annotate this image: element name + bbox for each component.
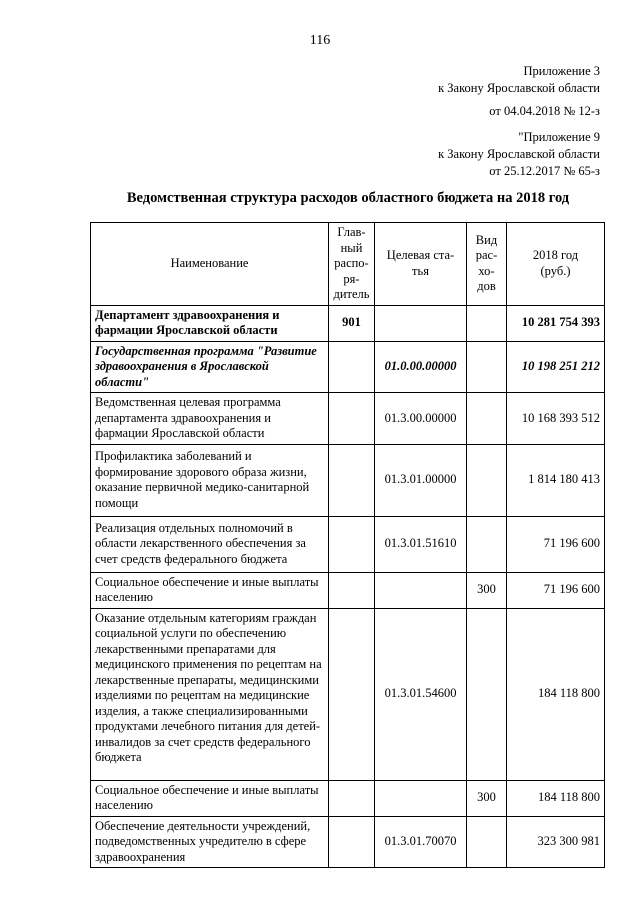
row-amount: 184 118 800 [507,780,605,816]
table-row [91,780,605,816]
row-target-article: 01.3.01.70070 [375,816,467,868]
row-target-article [375,305,467,341]
row-target-article [375,780,467,816]
table-row [91,608,605,780]
row-target-article: 01.0.00.00000 [375,341,467,393]
row-amount: 323 300 981 [507,816,605,868]
row-chief-manager [329,572,375,608]
row-target-article: 01.3.01.51610 [375,516,467,572]
budget-table [90,222,605,868]
row-amount: 10 281 754 393 [507,305,605,341]
row-chief-manager [329,341,375,393]
row-chief-manager [329,393,375,445]
header-name: Наименование [91,223,329,306]
appendix-original-line3: от 25.12.2017 № 65-з [489,164,600,178]
table-row [91,341,605,393]
header-chief-manager: Глав- ный распо- ря- дитель [329,223,375,306]
row-expense-type [467,341,507,393]
row-target-article: 01.3.01.00000 [375,444,467,516]
row-expense-type: 300 [467,780,507,816]
row-name: Ведомственная целевая программа департамента здравоохранения и фармации Ярославской области [91,393,329,445]
table-row [91,393,605,445]
header-target-article: Целевая ста- тья [375,223,467,306]
row-name: Обеспечение деятельности учреждений, подведомственных учредителю в сфере здравоохранения [91,816,329,868]
row-amount: 184 118 800 [507,608,605,780]
row-name: Профилактика заболеваний и формирование здорового образа жизни, оказание первичной медико-санитарной помощи [91,444,329,516]
row-chief-manager [329,444,375,516]
row-name: Социальное обеспечение и иные выплаты населению [91,572,329,608]
row-chief-manager [329,516,375,572]
row-expense-type [467,444,507,516]
row-target-article: 01.3.01.54600 [375,608,467,780]
row-expense-type [467,393,507,445]
page-number: 116 [309,33,331,48]
table-row [91,444,605,516]
appendix-current-line3: от 04.04.2018 № 12-з [489,104,600,118]
table-row [91,816,605,868]
row-name: Департамент здравоохранения и фармации Ярославской области [91,305,329,341]
header-expense-type: Вид рас- хо- дов [467,223,507,306]
row-target-article [375,572,467,608]
appendix-current-line2: к Закону Ярославской области [438,81,600,95]
row-expense-type: 300 [467,572,507,608]
row-chief-manager [329,608,375,780]
appendix-current-line1: Приложение 3 [523,64,600,78]
document-title: Ведомственная структура расходов областного бюджета на 2018 год [126,190,570,206]
row-chief-manager [329,816,375,868]
row-amount: 71 196 600 [507,572,605,608]
row-name: Оказание отдельным категориям граждан социальной услуги по обеспечению лекарственными препаратами для медицинского применения по рецептам на лекарственные препараты, медицинскими изделиями по рецептам на медицинские изделия, а также специализированными продуктами лечебного питания для детей-инвалидов за счет средств федерального бюджета [91,608,329,780]
table-header-row [91,223,605,306]
row-chief-manager: 901 [329,305,375,341]
header-amount-2018: 2018 год (руб.) [507,223,605,306]
appendix-original-line2: к Закону Ярославской области [438,147,600,161]
table-row [91,572,605,608]
row-expense-type [467,816,507,868]
row-expense-type [467,608,507,780]
row-name: Реализация отдельных полномочий в области лекарственного обеспечения за счет средств федерального бюджета [91,516,329,572]
row-name: Государственная программа "Развитие здравоохранения в Ярославской области" [91,341,329,393]
row-chief-manager [329,780,375,816]
row-amount: 10 168 393 512 [507,393,605,445]
row-name: Социальное обеспечение и иные выплаты населению [91,780,329,816]
table-row [91,516,605,572]
row-expense-type [467,305,507,341]
row-amount: 1 814 180 413 [507,444,605,516]
row-target-article: 01.3.00.00000 [375,393,467,445]
appendix-current-block [438,63,600,120]
row-amount: 71 196 600 [507,516,605,572]
table-row [91,305,605,341]
appendix-original-line1: "Приложение 9 [518,130,600,144]
appendix-original-block [438,129,600,180]
row-amount: 10 198 251 212 [507,341,605,393]
row-expense-type [467,516,507,572]
